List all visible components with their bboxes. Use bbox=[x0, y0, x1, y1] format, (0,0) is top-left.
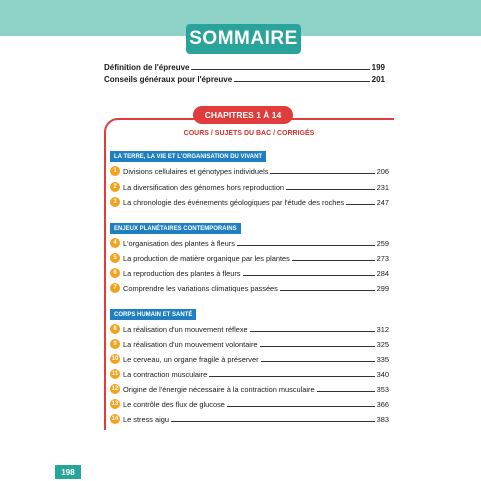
toc-entry[interactable] bbox=[110, 236, 389, 248]
toc-entry-page: 231 bbox=[376, 183, 389, 192]
leader-line bbox=[250, 331, 375, 332]
chapter-number-badge: 3 bbox=[110, 197, 120, 207]
chapter-number-badge: 8 bbox=[110, 324, 120, 334]
toc-entry[interactable] bbox=[110, 322, 389, 334]
toc-entry[interactable] bbox=[110, 412, 389, 424]
intro-entry-page: 201 bbox=[371, 75, 385, 84]
leader-line bbox=[209, 376, 374, 377]
intro-entry[interactable] bbox=[104, 60, 385, 72]
toc-entry[interactable] bbox=[110, 397, 389, 409]
section-header: ENJEUX PLANÉTAIRES CONTEMPORAINS bbox=[110, 223, 241, 234]
toc-entry-page: 284 bbox=[376, 269, 389, 278]
chapter-number-badge: 14 bbox=[111, 416, 119, 422]
toc-entry-title: Origine de l'énergie nécessaire à la contraction musculaire bbox=[123, 385, 315, 394]
chapter-number-badge: 12 bbox=[111, 386, 119, 392]
toc-entry[interactable] bbox=[110, 251, 389, 263]
page-number: 198 bbox=[55, 465, 81, 479]
intro-entry-page: 199 bbox=[371, 63, 385, 72]
toc-entry[interactable] bbox=[110, 352, 389, 364]
chapter-number-badge: 10 bbox=[111, 356, 119, 362]
leader-line bbox=[234, 81, 369, 82]
toc-entry-page: 383 bbox=[376, 415, 389, 424]
leader-line bbox=[191, 69, 369, 70]
intro-entry[interactable] bbox=[104, 72, 385, 84]
leader-line bbox=[260, 346, 375, 347]
chapter-number-badge: 4 bbox=[110, 238, 120, 248]
toc-entry-title: La contraction musculaire bbox=[123, 370, 208, 379]
toc-entry[interactable] bbox=[110, 180, 389, 192]
toc-entry-title: Le cerveau, un organe fragile à préserver bbox=[123, 355, 259, 364]
chapter-number-badge: 6 bbox=[110, 268, 120, 278]
chapter-number-badge: 9 bbox=[110, 339, 120, 349]
toc-entry-title: La diversification des génomes hors reproduction bbox=[123, 183, 285, 192]
leader-line bbox=[280, 290, 375, 291]
leader-line bbox=[270, 173, 374, 174]
toc-entry-title: La reproduction des plantes à fleurs bbox=[123, 269, 241, 278]
leader-line bbox=[171, 421, 375, 422]
toc-entry[interactable] bbox=[110, 367, 389, 379]
toc-entry-title: L'organisation des plantes à fleurs bbox=[123, 239, 235, 248]
leader-line bbox=[346, 204, 374, 205]
chapters-subtitle: COURS / SUJETS DU BAC / CORRIGÉS bbox=[183, 130, 315, 137]
toc-entry-title: La chronologie des événements géologiques par l'étude des roches bbox=[123, 198, 345, 207]
leader-line bbox=[261, 361, 375, 362]
leader-line bbox=[286, 189, 375, 190]
toc-entry[interactable] bbox=[110, 281, 389, 293]
toc-entry[interactable] bbox=[110, 164, 389, 176]
chapters-label: CHAPITRES 1 À 14 bbox=[193, 106, 293, 124]
page-title: SOMMAIRE bbox=[186, 24, 301, 54]
toc-entry-title: La réalisation d'un mouvement réflexe bbox=[123, 325, 248, 334]
toc-entry-title: La production de matière organique par les plantes bbox=[123, 254, 290, 263]
chapter-number-badge: 7 bbox=[110, 283, 120, 293]
chapter-number-badge: 2 bbox=[110, 182, 120, 192]
toc-entry[interactable] bbox=[110, 266, 389, 278]
toc-entry-page: 340 bbox=[376, 370, 389, 379]
leader-line bbox=[317, 391, 375, 392]
intro-entry-title: Conseils généraux pour l'épreuve bbox=[104, 75, 233, 84]
toc-entry-page: 325 bbox=[376, 340, 389, 349]
toc-entry[interactable] bbox=[110, 195, 389, 207]
toc-entry[interactable] bbox=[110, 337, 389, 349]
toc-entry-page: 259 bbox=[376, 239, 389, 248]
intro-entry-title: Définition de l'épreuve bbox=[104, 63, 190, 72]
toc-entry-page: 299 bbox=[376, 284, 389, 293]
intro-list bbox=[104, 60, 385, 84]
toc-entry-page: 366 bbox=[376, 400, 389, 409]
toc-entry-title: Comprendre les variations climatiques passées bbox=[123, 284, 278, 293]
chapter-number-badge: 11 bbox=[111, 371, 119, 377]
leader-line bbox=[237, 245, 375, 246]
toc-entry-page: 353 bbox=[376, 385, 389, 394]
toc-entry-page: 335 bbox=[376, 355, 389, 364]
toc-entry-title: Le stress aigu bbox=[123, 415, 170, 424]
toc-entry-page: 206 bbox=[376, 167, 389, 176]
toc-entry-page: 312 bbox=[376, 325, 389, 334]
leader-line bbox=[227, 406, 375, 407]
leader-line bbox=[243, 275, 375, 276]
toc-entry-page: 273 bbox=[376, 254, 389, 263]
toc-entry-title: Le contrôle des flux de glucose bbox=[123, 400, 225, 409]
toc-entry[interactable] bbox=[110, 382, 389, 394]
section-header: LA TERRE, LA VIE ET L'ORGANISATION DU VIVANT bbox=[110, 151, 266, 162]
toc-entry-page: 247 bbox=[376, 198, 389, 207]
chapter-number-badge: 1 bbox=[110, 166, 120, 176]
toc-entry-title: Divisions cellulaires et génotypes individuels bbox=[123, 167, 269, 176]
toc-entry-title: La réalisation d'un mouvement volontaire bbox=[123, 340, 258, 349]
section-header: CORPS HUMAIN ET SANTÉ bbox=[110, 309, 196, 320]
leader-line bbox=[292, 260, 375, 261]
chapter-number-badge: 13 bbox=[111, 401, 119, 407]
chapter-number-badge: 5 bbox=[110, 253, 120, 263]
